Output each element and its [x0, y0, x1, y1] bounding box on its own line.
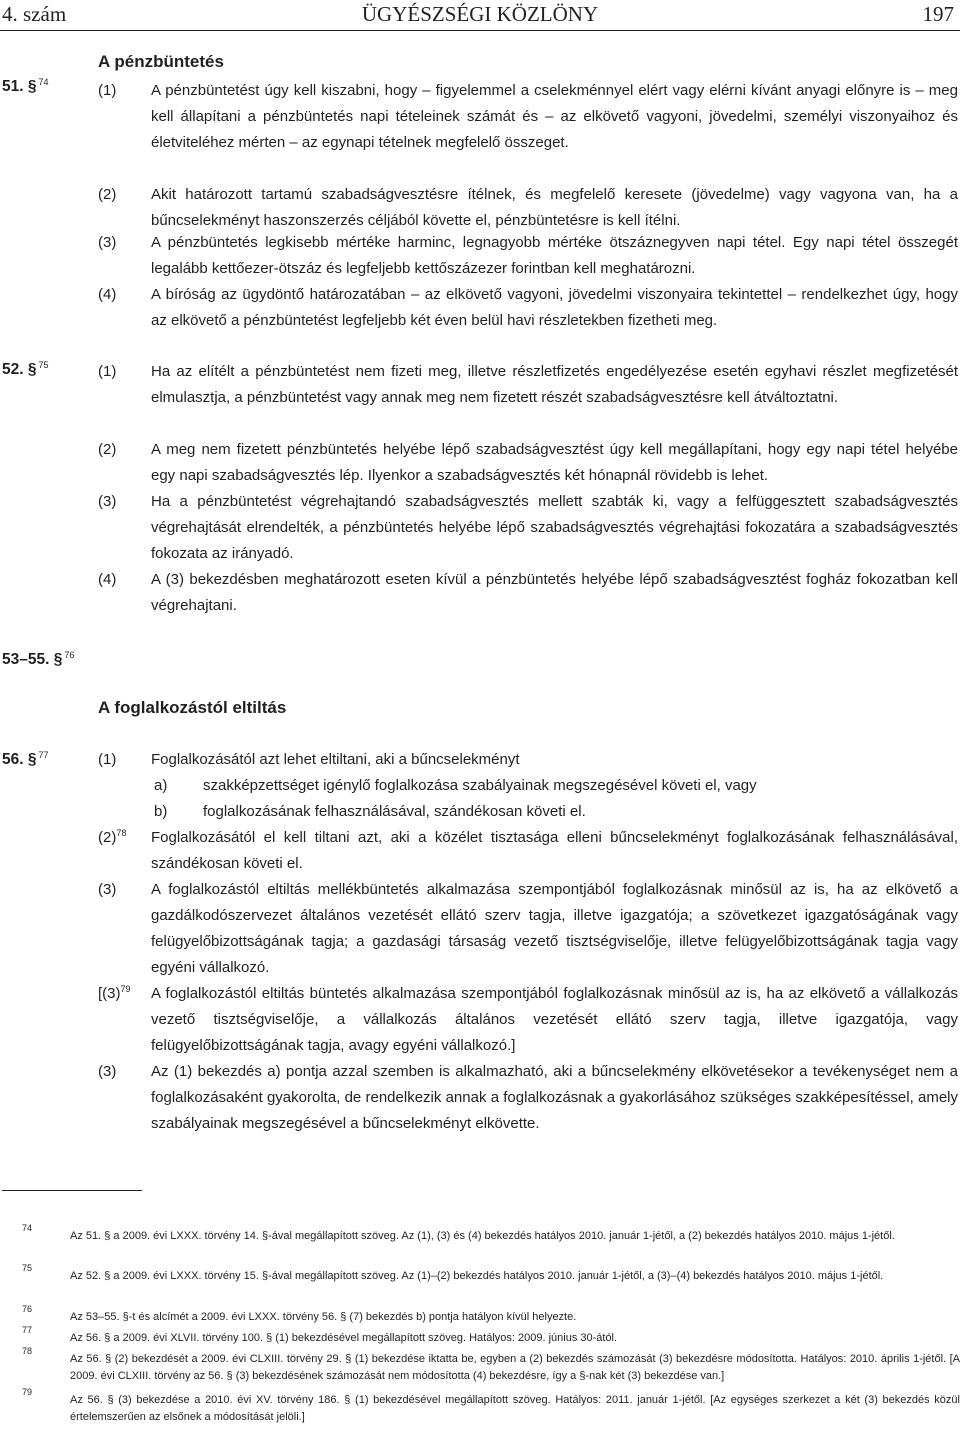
- page-number: 197: [922, 2, 954, 26]
- paragraph-text: Foglalkozásától azt lehet eltiltani, aki a bűncselekményt: [151, 751, 520, 768]
- footnote-text: Az 52. § a 2009. évi LXXX. törvény 15. §-ával megállapított szöveg. Az (1)–(2) bekezdés hatályos 2010. január 1-jétől, a (3)–(4) bekezdés hatályos 2010. május 1-jétől.: [70, 1270, 884, 1282]
- footnote-number: 76: [22, 1304, 33, 1314]
- paragraph-text: Akit határozott tartamú szabadságvesztésre ítélnek, és megfelelő keresete (jövedelme) vagy vagyona van, ha a bűncselekményt haszonszerzés céljából követte el, pénzbüntetésre is kell ítélni.: [151, 186, 958, 229]
- footnote-number: 78: [22, 1346, 33, 1356]
- paragraph-text: A foglalkozástól eltiltás mellékbüntetés alkalmazása szempontjából foglalkozásnak minősül az is, ha az elkövető a gazdálkodószervezet általános vezetését ellátó szerv tagja, illetve igazgatója; a szövetkezet igazgatóságának vagy felügyelőbizottságának tagja; a gazdasági társaság vezető tisztségviselője, illetve felügyelőbizottságának tagja vagy egyéni vállalkozó.: [151, 881, 958, 976]
- section-label-56: 56. § $^{77}$: [2, 749, 49, 768]
- paragraph-text: Foglalkozásától el kell tiltani azt, aki a közélet tisztasága elleni bűncselekményt foglalkozásának felhasználásával, szándékosan követi el.: [151, 829, 958, 872]
- section-label-52: 52. § $^{75}$: [2, 359, 49, 378]
- footnote-number: 75: [22, 1263, 33, 1273]
- paragraph-text: A (3) bekezdésben meghatározott eseten kívül a pénzbüntetés helyébe lépő szabadságvesztést fogház fokozatban kell végrehajtani.: [151, 571, 958, 614]
- paragraph-number: (4): [98, 286, 117, 303]
- paragraph-text: Ha az elítélt a pénzbüntetést nem fizeti meg, illetve részletfizetés engedélyezése esetén egyhavi részlet megfizetését elmulasztja, a pénzbüntetést vagy annak meg nem fizetett részét szabadságvesztésre kell átváltoztatni.: [151, 363, 958, 406]
- list-item-text: foglalkozásának felhasználásával, szándékosan követi el.: [203, 803, 586, 820]
- footnote-text: Az 53–55. §-t és alcímét a 2009. évi LXXX. törvény 56. § (7) bekezdés b) pontja hatályon kívül helyezte.: [70, 1311, 577, 1323]
- paragraph-number: $(2)^{78}$: [98, 828, 127, 846]
- header-rule: [0, 30, 960, 31]
- publication-title: ÜGYÉSZSÉGI KÖZLÖNY: [361, 2, 599, 26]
- footnote-number: 79: [22, 1387, 33, 1397]
- paragraph-text: A meg nem fizetett pénzbüntetés helyébe lépő szabadságvesztést úgy kell megállapítani, hogy egy napi tétel helyébe egy napi szabadságvesztés lép. Ilyenkor a szabadságvesztés két hónapnál rövidebb is lehet.: [151, 441, 958, 484]
- section-heading: A pénzbüntetés: [98, 52, 224, 71]
- footnote-separator: [2, 1190, 142, 1191]
- footnote-text: Az 56. § (2) bekezdését a 2009. évi CLXIII. törvény 29. § (1) bekezdése iktatta be, egyben a (2) bekezdés számozását (3) bekezdésre módosította. Hatályos: 2010. április 1-jétől. [A 2009. évi CLXIII. törvény az 56. § (3) bekezdésének számozását nem módosította (4) bekezdésre, így a §-nak két (3) bekezdése van.]: [70, 1353, 960, 1382]
- paragraph-number: (1): [98, 82, 117, 99]
- paragraph-text: A bíróság az ügydöntő határozatában – az elkövető vagyoni, jövedelmi viszonyaira tekintettel – rendelkezhet úgy, hogy az elkövető a pénzbüntetést legfeljebb két éven belül havi részletekben fizetheti meg.: [151, 286, 958, 329]
- section-label-51: 51. § $^{74}$: [2, 76, 49, 95]
- list-item-letter: b): [154, 803, 168, 820]
- footnote-ref: 74: [38, 76, 49, 87]
- issue-number: 4. szám: [2, 2, 67, 26]
- paragraph-number: (3): [98, 1063, 117, 1080]
- footnote-text: Az 56. § a 2009. évi XLVII. törvény 100. § (1) bekezdésével megállapított szöveg. Hatályos: 2009. június 30-ától.: [70, 1332, 618, 1344]
- footnote-ref: 79: [120, 984, 131, 994]
- footnote-text: Az 56. § (3) bekezdése a 2010. évi XV. törvény 186. § (1) bekezdésével megállapított szöveg. Hatályos: 2011. január 1-jétől. [Az egységes szerkezet a két (3) bekezdés közül értelemszerűen az elsőnek a módosítását jelöli.]: [70, 1394, 960, 1423]
- paragraph-text: Ha a pénzbüntetést végrehajtandó szabadságvesztés mellett szabták ki, vagy a felfüggesztett szabadságvesztés végrehajtását elrendelték, a pénzbüntetés helyébe lépő szabadságvesztés végrehajtási fokozatára a szabadságvesztés fokozata az irányadó.: [151, 493, 958, 562]
- paragraph-number: (3): [98, 881, 117, 898]
- paragraph-number: (3): [98, 234, 117, 251]
- footnote-ref: 78: [116, 828, 127, 838]
- paragraph-number: (1): [98, 363, 117, 380]
- paragraph-number: (3): [98, 493, 117, 510]
- footnote-number: 74: [22, 1223, 33, 1233]
- paragraph-number: (1): [98, 751, 117, 768]
- footnote-ref: 76: [64, 649, 75, 660]
- paragraph-text: A pénzbüntetés legkisebb mértéke harminc, legnagyobb mértéke ötszáznegyven napi tétel. Egy napi tétel összegét legalább kettőezer-ötszáz és legfeljebb kettőszázezer forintban kell meghatározni.: [151, 234, 958, 277]
- section-heading: A foglalkozástól eltiltás: [98, 698, 287, 717]
- footnote-ref: 75: [38, 359, 49, 370]
- section-label-53-55: 53–55. § $^{76}$: [2, 649, 75, 668]
- paragraph-number: (4): [98, 571, 117, 588]
- paragraph-number: [$(3)^{79}$: [98, 984, 131, 1002]
- list-item-letter: a): [154, 777, 168, 794]
- paragraph-number: (2): [98, 441, 117, 458]
- page-header: [0, 0, 960, 31]
- paragraph-text: Az (1) bekezdés a) pontja azzal szemben is alkalmazható, aki a bűncselekmény elkövetésekor a tevékenységet nem a foglalkozásaként gyakorolta, de rendelkezik annak a foglalkozásnak a gyakorlásához szükséges szakképesítéssel, amely szabályainak megszegésével a bűncselekményt elkövette.: [151, 1063, 958, 1132]
- paragraph-number: (2): [98, 186, 117, 203]
- list-item-text: szakképzettséget igénylő foglalkozása szabályainak megszegésével követi el, vagy: [203, 777, 757, 794]
- footnote-number: 77: [22, 1325, 33, 1335]
- footnote-ref: 77: [38, 749, 49, 760]
- footnote-text: Az 51. § a 2009. évi LXXX. törvény 14. §-ával megállapított szöveg. Az (1), (3) és (4) bekezdés hatályos 2010. január 1-jétől, a (2) bekezdés hatályos 2010. május 1-jétől.: [70, 1230, 895, 1242]
- paragraph-text: A pénzbüntetést úgy kell kiszabni, hogy – figyelemmel a cselekménnyel elért vagy elérni kívánt anyagi előnyre is – meg kell állapítani a pénzbüntetés napi tételeinek számát és – az elkövető vagyoni, jövedelmi, személyi viszonyaihoz és életviteléhez mérten – az egynapi tételnek megfelelő összeget.: [151, 82, 958, 151]
- paragraph-text: A foglalkozástól eltiltás büntetés alkalmazása szempontjából foglalkozásnak minősül az is, ha az elkövető a vállalkozás vezető tisztségviselője, a vállalkozás általános vezetését ellátó szerv tagja, illetve igazgatója, vagy felügyelőbizottságának tagja, avagy egyéni vállalkozó.]: [151, 985, 958, 1054]
